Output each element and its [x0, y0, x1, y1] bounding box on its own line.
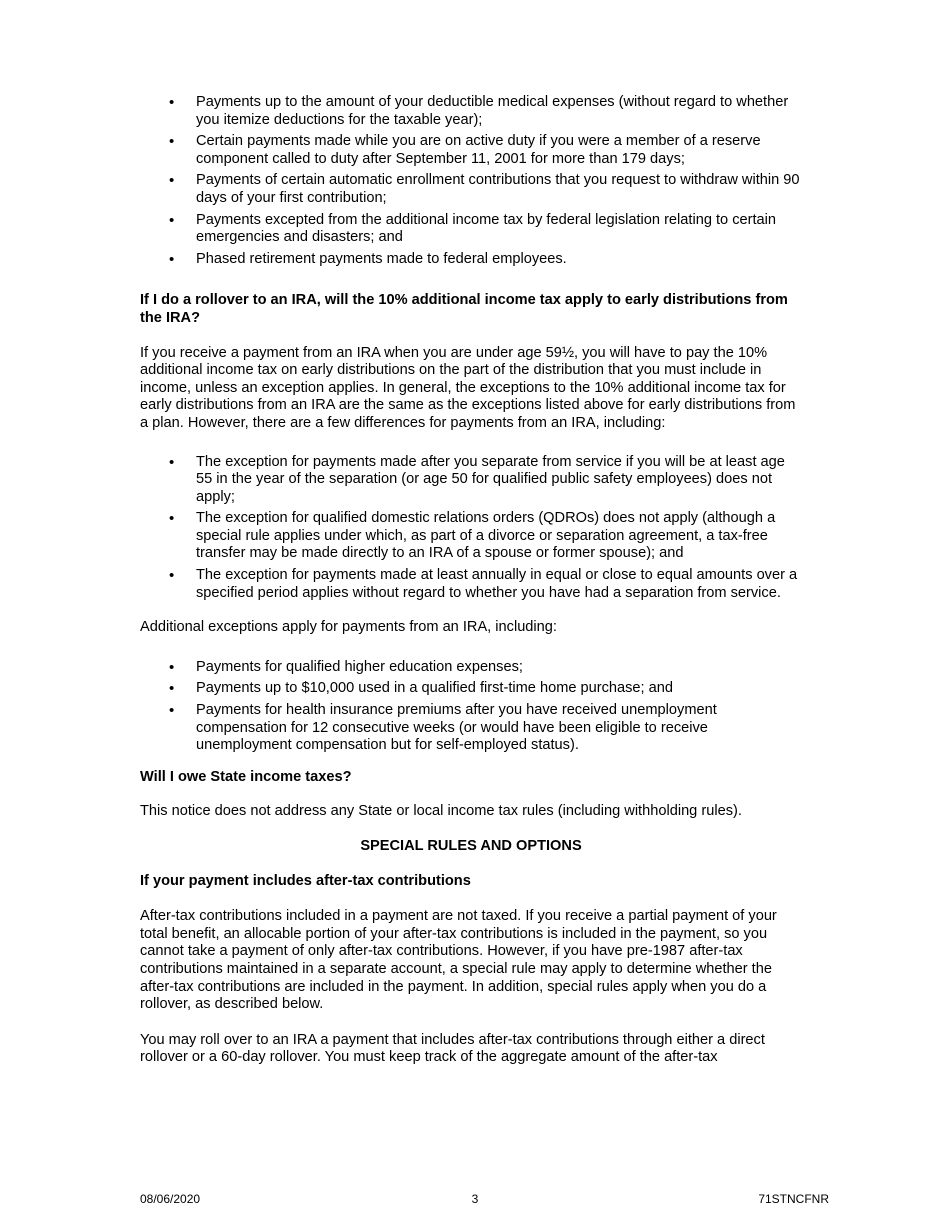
paragraph-state-taxes: This notice does not address any State or local income tax rules (including withholding rules).	[140, 803, 742, 820]
list-item: • Payments of certain automatic enrollment contributions that you request to withdraw within 90 days of your first contribution;	[140, 172, 802, 207]
list-item: • The exception for payments made after you separate from service if you will be at least age 55 in the year of the separation (or age 50 for qualified public safety employees) does not apply;	[140, 454, 802, 507]
list-item: • Payments excepted from the additional income tax by federal legislation relating to certain emergencies and disasters; and	[140, 212, 802, 247]
footer-page-number: 3	[471, 1192, 479, 1206]
list-item: • Payments for qualified higher education expenses;	[140, 659, 802, 677]
heading-special-rules: SPECIAL RULES AND OPTIONS	[360, 838, 582, 854]
bullet-list-ira-differences	[140, 454, 802, 603]
list-item: • Phased retirement payments made to federal employees.	[140, 251, 802, 269]
list-item: • Payments up to $10,000 used in a qualified first-time home purchase; and	[140, 680, 802, 698]
heading-after-tax: If your payment includes after-tax contributions	[140, 872, 471, 889]
paragraph-ira-rollover: If you receive a payment from an IRA when you are under age 59½, you will have to pay the 10% additional income tax on early distributions on the part of the distribution that you must include in income, unless an exception applies. In general, the exceptions to the 10% additional income tax for early distributions from an IRA are the same as the exceptions listed above for early distributions from a plan. However, there are a few differences for payments from an IRA, including:	[140, 344, 796, 431]
paragraph-additional-exceptions: Additional exceptions apply for payments from an IRA, including:	[140, 619, 557, 636]
list-item: • The exception for payments made at least annually in equal or close to equal amounts over a specified period applies without regard to whether you have had a separation from service.	[140, 567, 802, 602]
paragraph-after-tax-1: After-tax contributions included in a payment are not taxed. If you receive a partial payment of your total benefit, an allocable portion of your after-tax contributions is included in the payment, so you cannot take a payment of only after-tax contributions. However, if you have pre-1987 after-tax contributions maintained in a separate account, a special rule may apply to determine whether the after-tax contributions are included in the payment. In addition, special rules apply when you do a rollover, as described below.	[140, 908, 777, 1013]
list-item: • The exception for qualified domestic relations orders (QDROs) does not apply (although a special rule applies under which, as part of a divorce or separation agreement, a tax-free transfer may be made directly to an IRA of a spouse or former spouse); and	[140, 510, 802, 563]
bullet-list-additional-exceptions	[140, 659, 802, 755]
list-item: • Payments up to the amount of your deductible medical expenses (without regard to whether you itemize deductions for the taxable year);	[140, 94, 802, 129]
heading-ira-rollover: If I do a rollover to an IRA, will the 10% additional income tax apply to early distributions from the IRA?	[140, 292, 788, 326]
paragraph-after-tax-2: You may roll over to an IRA a payment that includes after-tax contributions through either a direct rollover or a 60-day rollover. You must keep track of the aggregate amount of the after-tax	[140, 1031, 765, 1066]
footer-date: 08/06/2020	[140, 1192, 201, 1206]
list-item: • Payments for health insurance premiums after you have received unemployment compensation for 12 consecutive weeks (or would have been eligible to receive unemployment compensation but for self-employed status).	[140, 702, 802, 755]
bullet-list-plan-exceptions	[140, 94, 802, 268]
footer-document-code: 71STNCFNR	[758, 1192, 829, 1206]
heading-state-taxes: Will I owe State income taxes?	[140, 768, 352, 785]
list-item: • Certain payments made while you are on active duty if you were a member of a reserve component called to duty after September 11, 2001 for more than 179 days;	[140, 133, 802, 168]
document-page	[140, 94, 802, 1067]
